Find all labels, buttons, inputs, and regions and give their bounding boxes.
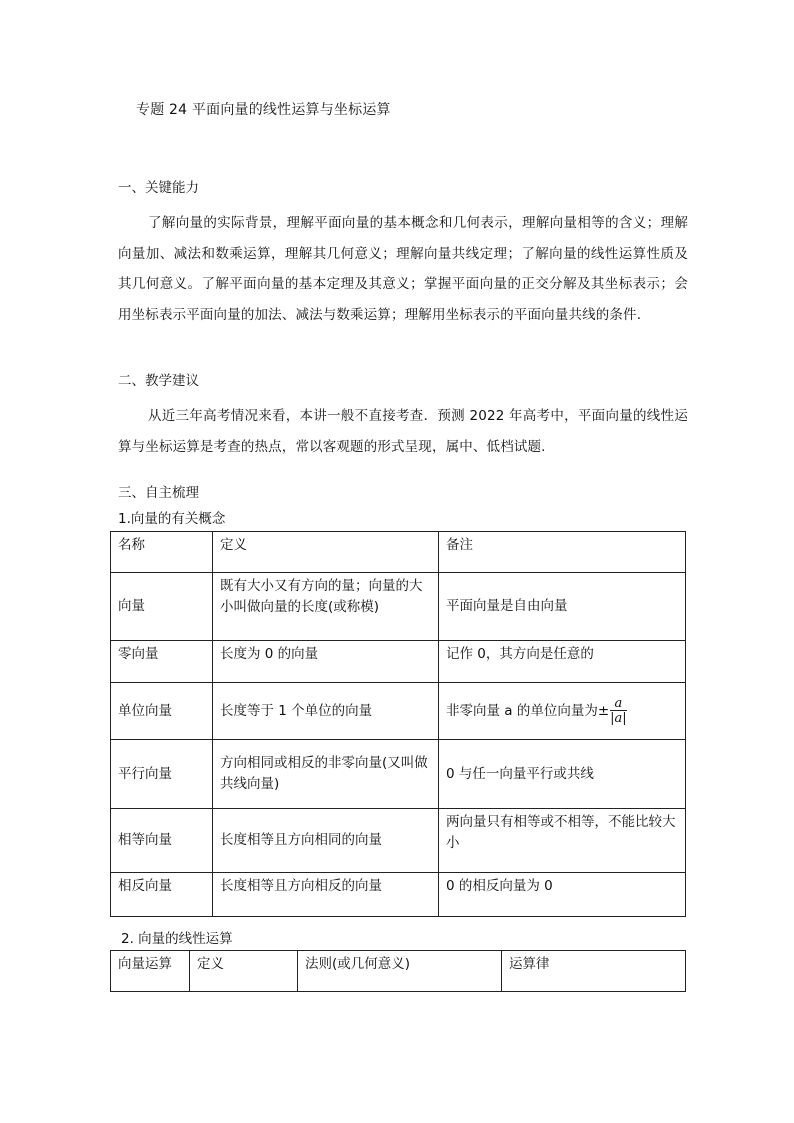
document-title: 专题 24 平面向量的线性运算与坐标运算 bbox=[136, 102, 391, 118]
table-cell-definition: 方向相同或相反的非零向量(又叫做共线向量) bbox=[213, 740, 439, 809]
table-header-cell: 备注 bbox=[439, 532, 686, 573]
unit-vector-fraction bbox=[610, 697, 627, 725]
table-cell-note: 0 的相反向量为 0 bbox=[439, 873, 686, 917]
table-cell-definition: 长度相等且方向相反的向量 bbox=[213, 873, 439, 917]
table-row bbox=[111, 683, 686, 740]
table-cell-note bbox=[439, 683, 686, 740]
vector-concepts-table bbox=[110, 531, 686, 917]
table2-caption: 2. 向量的线性运算 bbox=[121, 931, 233, 947]
section-heading-teaching-advice: 二、教学建议 bbox=[118, 373, 199, 389]
key-abilities-paragraph: 了解向量的实际背景，理解平面向量的基本概念和几何表示，理解向量相等的含义；理解向量加、减法和数乘运算，理解其几何意义；理解向量共线定理；了解向量的线性运算性质及其几何意义。了解平面向量的基本定理及其意义；掌握平面向量的正交分解及其坐标表示；会用坐标表示平面向量的加法、减法与数乘运算；理解用坐标表示的平面向量共线的条件. bbox=[118, 215, 688, 323]
table-cell-definition: 既有大小又有方向的量；向量的大小叫做向量的长度(或称模) bbox=[213, 573, 439, 641]
table1-caption: 1.向量的有关概念 bbox=[118, 511, 226, 527]
table-header-cell: 定义 bbox=[190, 951, 298, 992]
table-cell-name: 零向量 bbox=[111, 641, 213, 683]
table-cell-note: 0 与任一向量平行或共线 bbox=[439, 740, 686, 809]
table-cell-name: 平行向量 bbox=[111, 740, 213, 809]
fraction-denominator: |a| bbox=[610, 711, 627, 726]
table-header-cell: 名称 bbox=[111, 532, 213, 573]
table-header-row bbox=[111, 532, 686, 573]
table-cell-definition: 长度为 0 的向量 bbox=[213, 641, 439, 683]
table-cell-note: 记作 0，其方向是任意的 bbox=[439, 641, 686, 683]
section-heading-key-abilities: 一、关键能力 bbox=[118, 180, 199, 196]
table-cell-name: 向量 bbox=[111, 573, 213, 641]
teaching-advice-paragraph: 从近三年高考情况来看，本讲一般不直接考查．预测 2022 年高考中，平面向量的线性运算与坐标运算是考查的热点，常以客观题的形式呈现，属中、低档试题. bbox=[118, 408, 688, 455]
table-cell-name: 单位向量 bbox=[111, 683, 213, 740]
table-cell-note: 平面向量是自由向量 bbox=[439, 573, 686, 641]
linear-operations-table bbox=[110, 950, 686, 992]
table-row bbox=[111, 809, 686, 873]
fraction-numerator: a bbox=[610, 697, 627, 711]
table-header-cell: 定义 bbox=[213, 532, 439, 573]
table-cell-definition: 长度等于 1 个单位的向量 bbox=[213, 683, 439, 740]
table-header-cell: 法则(或几何意义) bbox=[298, 951, 502, 992]
table-header-row bbox=[111, 951, 686, 992]
table-header-cell: 向量运算 bbox=[111, 951, 190, 992]
table-header-cell: 运算律 bbox=[502, 951, 686, 992]
table-row bbox=[111, 573, 686, 641]
table-cell-name: 相反向量 bbox=[111, 873, 213, 917]
table-row bbox=[111, 641, 686, 683]
table-cell-name: 相等向量 bbox=[111, 809, 213, 873]
table-row bbox=[111, 873, 686, 917]
unit-vector-note-text: 非零向量 a 的单位向量为± bbox=[446, 703, 610, 719]
table-row bbox=[111, 740, 686, 809]
table-cell-definition: 长度相等且方向相同的向量 bbox=[213, 809, 439, 873]
table-cell-note: 两向量只有相等或不相等，不能比较大小 bbox=[439, 809, 686, 873]
section-heading-self-review: 三、自主梳理 bbox=[118, 485, 199, 501]
